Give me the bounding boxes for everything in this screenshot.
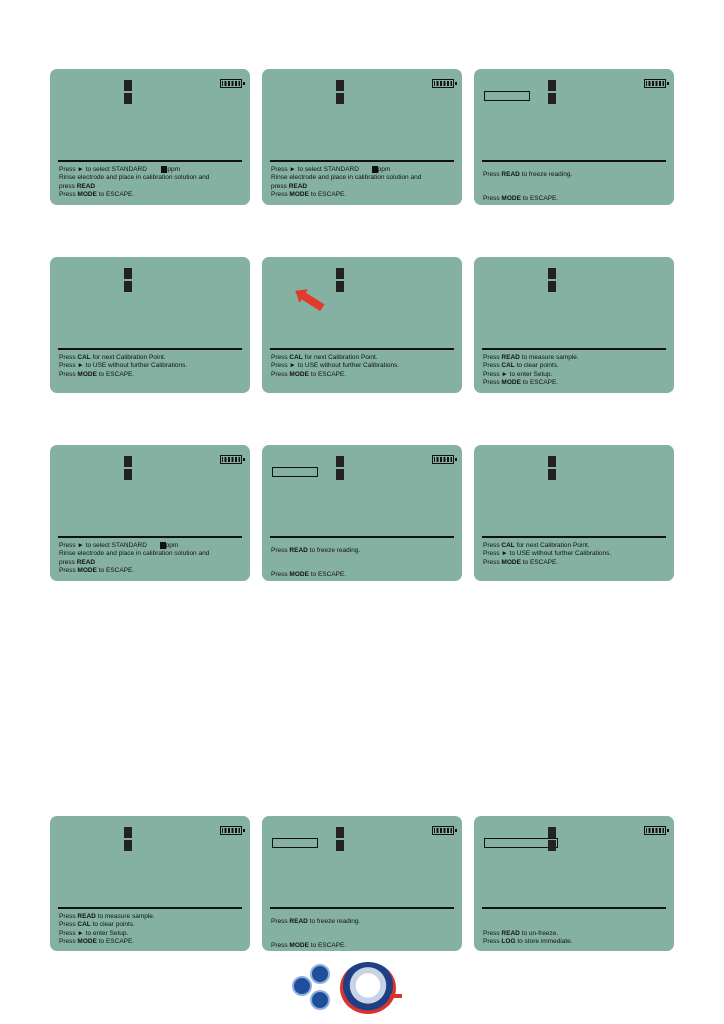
lcd-screen-2 <box>262 69 462 205</box>
lcd-screen-4 <box>50 257 250 393</box>
ion-label <box>124 469 132 480</box>
lcd-screen-8 <box>262 445 462 581</box>
mas-hex-emblem-icon <box>292 962 332 1014</box>
uncalibrated-label <box>548 80 556 91</box>
battery-icon <box>220 455 242 464</box>
calibrated-label <box>548 456 556 467</box>
hex-letter <box>310 964 330 984</box>
ion-label <box>124 840 132 851</box>
screen-instructions: Press ► to select STANDARD ppm Rinse electrode and place in calibration solution and press READ Press MODE to ESCAPE. <box>59 542 210 575</box>
progress-bar <box>484 838 558 848</box>
calibrated-label <box>548 268 556 279</box>
calibrated-label <box>124 827 132 838</box>
display-divider <box>58 160 242 162</box>
display-divider <box>58 348 242 350</box>
screen-instructions: Press CAL for next Calibration Point. Press ► to USE without further Calibrations. Press MODE to ESCAPE. <box>59 354 188 378</box>
display-divider <box>482 160 666 162</box>
display-divider <box>482 348 666 350</box>
screen-instructions: Press ► to select STANDARD ppm Rinse electrode and place in calibration solution and press READ Press MODE to ESCAPE. <box>59 166 210 199</box>
lcd-screen-10 <box>50 816 250 951</box>
progress-bar <box>272 467 318 477</box>
red-pointer-arrow-icon <box>300 292 325 312</box>
progress-bar <box>272 838 318 848</box>
logo-subtitle <box>390 994 402 998</box>
lcd-screen-12 <box>474 816 674 951</box>
battery-icon <box>432 455 454 464</box>
screen-instructions: Press CAL for next Calibration Point. Press ► to USE without further Calibrations. Press MODE to ESCAPE. <box>483 542 612 566</box>
lcd-screen-9 <box>474 445 674 581</box>
calibrated-label <box>336 268 344 279</box>
display-divider <box>270 160 454 162</box>
calibrated-label <box>336 456 344 467</box>
calibrated-label <box>336 827 344 838</box>
battery-icon <box>432 79 454 88</box>
lab-emblem-icon <box>340 962 396 1014</box>
screen-instructions: Press READ to un-freeze. Press LOG to store immediate. <box>483 930 573 946</box>
hex-letter <box>310 990 330 1010</box>
mas-scientific-lab-logo <box>292 962 468 1014</box>
battery-icon <box>644 826 666 835</box>
display-divider <box>270 348 454 350</box>
screen-instructions: Press CAL for next Calibration Point. Press ► to USE without further Calibrations. Press MODE to ESCAPE. <box>271 354 400 378</box>
ion-label <box>124 93 132 104</box>
display-divider <box>482 907 666 909</box>
display-divider <box>58 536 242 538</box>
display-divider <box>482 536 666 538</box>
screen-instructions: Press READ to measure sample. Press CAL to clear points. Press ► to enter Setup. Press MODE to ESCAPE. <box>483 354 579 387</box>
ion-label <box>548 840 556 851</box>
display-divider <box>58 907 242 909</box>
battery-icon <box>644 79 666 88</box>
ion-label <box>336 281 344 292</box>
lcd-screen-5 <box>262 257 462 393</box>
calibrated-label <box>548 827 556 838</box>
uncalibrated-label <box>336 80 344 91</box>
progress-bar <box>484 91 530 101</box>
lcd-screen-11 <box>262 816 462 951</box>
screen-instructions: Press ► to select STANDARD ppm Rinse electrode and place in calibration solution and press READ Press MODE to ESCAPE. <box>271 166 422 199</box>
screen-instructions: Press READ to freeze reading. Press MODE to ESCAPE. <box>271 547 361 578</box>
ion-label <box>336 93 344 104</box>
battery-icon <box>220 826 242 835</box>
ion-label <box>336 840 344 851</box>
ion-label <box>336 469 344 480</box>
ion-label <box>548 281 556 292</box>
display-divider <box>270 907 454 909</box>
screen-instructions: Press READ to freeze reading. Press MODE to ESCAPE. <box>271 918 361 949</box>
ion-label <box>548 469 556 480</box>
calibrated-label <box>124 456 132 467</box>
battery-icon <box>220 79 242 88</box>
hex-letter <box>292 976 312 996</box>
lcd-screen-1 <box>50 69 250 205</box>
screen-instructions: Press READ to freeze reading. Press MODE to ESCAPE. <box>483 171 573 202</box>
screen-instructions: Press READ to measure sample. Press CAL to clear points. Press ► to enter Setup. Press MODE to ESCAPE. <box>59 913 155 946</box>
uncalibrated-label <box>124 80 132 91</box>
lcd-screen-3 <box>474 69 674 205</box>
lcd-screen-7 <box>50 445 250 581</box>
ion-label <box>548 93 556 104</box>
display-divider <box>270 536 454 538</box>
ion-label <box>124 281 132 292</box>
lcd-screen-6 <box>474 257 674 393</box>
battery-icon <box>432 826 454 835</box>
calibrated-label <box>124 268 132 279</box>
